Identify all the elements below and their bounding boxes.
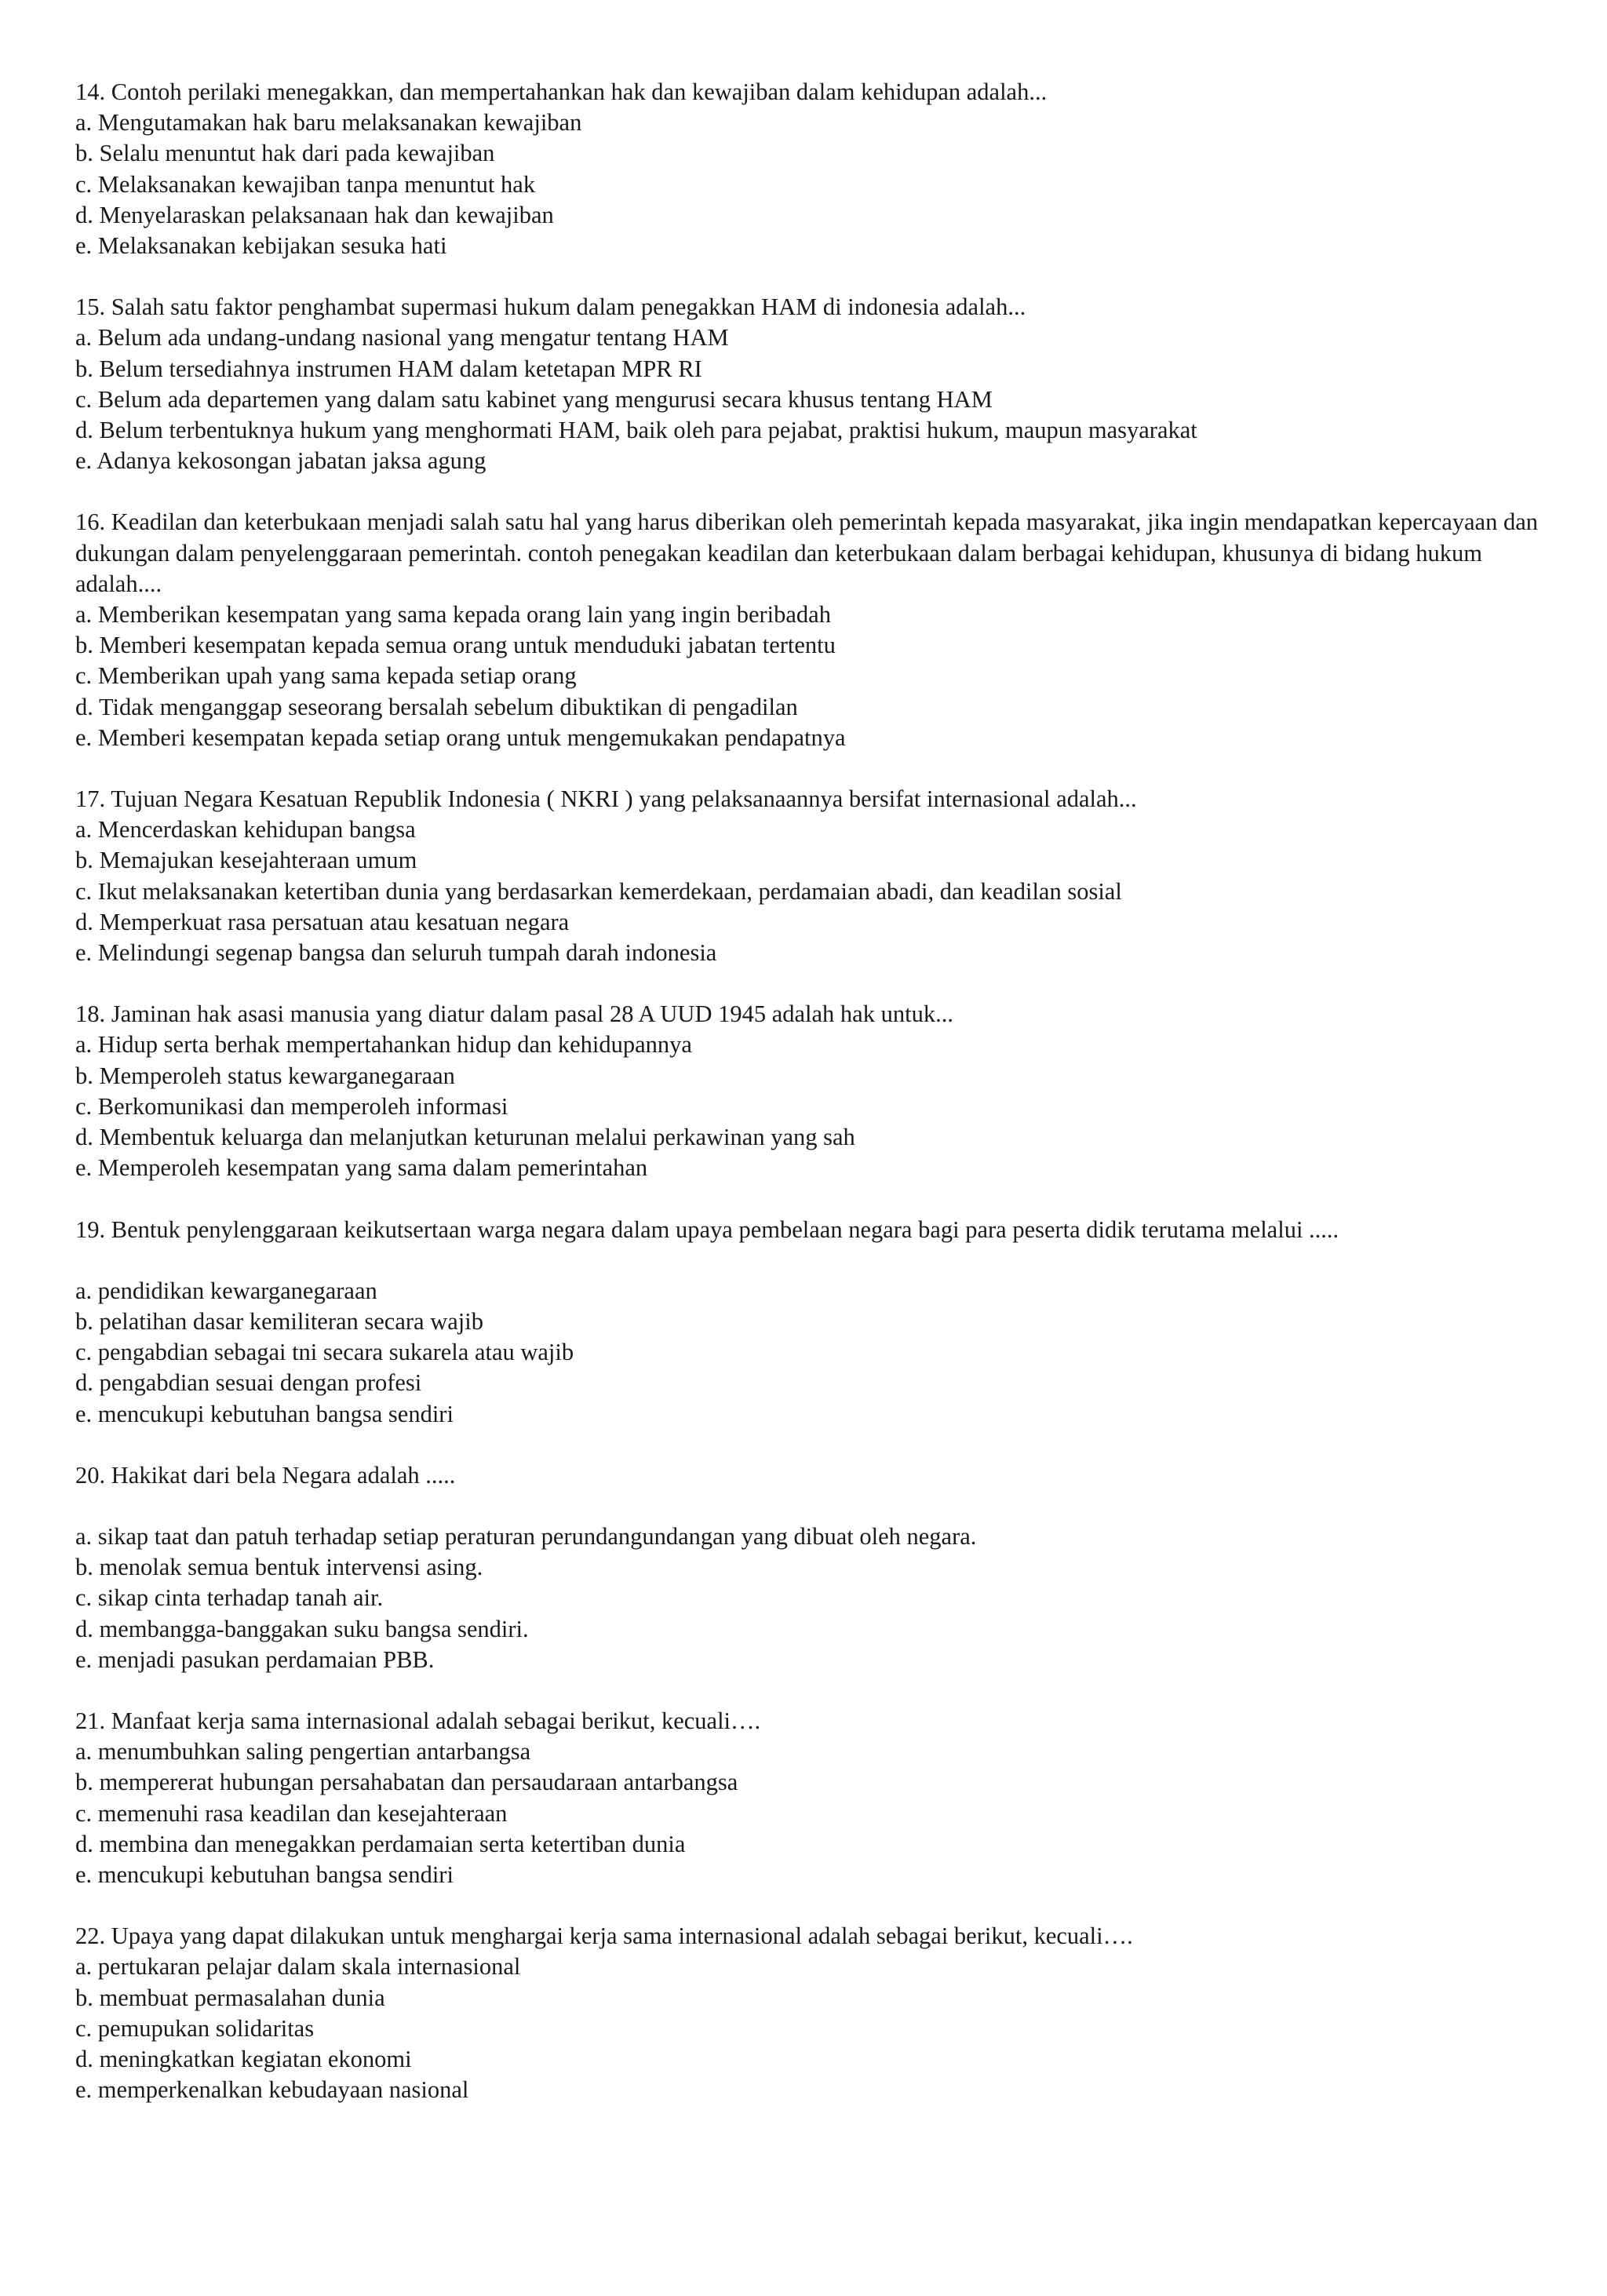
option-list — [75, 1952, 1552, 2105]
option-list — [75, 1030, 1552, 1183]
option-a: a. Mengutamakan hak baru melaksanakan kewajiban — [75, 109, 582, 137]
option-e: e. Memberi kesempatan kepada setiap orang untuk mengemukakan pendapatnya — [75, 723, 846, 751]
option-b: b. mempererat hubungan persahabatan dan persaudaraan antarbangsa — [75, 1769, 738, 1796]
option-d: d. Tidak menganggap seseorang bersalah sebelum dibuktikan di pengadilan — [75, 693, 798, 720]
option-c: c. sikap cinta terhadap tanah air. — [75, 1584, 384, 1612]
option-e: e. mencukupi kebutuhan bangsa sendiri — [75, 1860, 454, 1888]
option-list — [75, 1276, 1552, 1430]
question-text: 16. Keadilan dan keterbukaan menjadi salah satu hal yang harus diberikan oleh pemerintah kepada masyarakat, jika ingin mendapatkan kepercayaan dan dukungan dalam penyelenggaraan pemerintah. contoh penegakan keadilan dan keterbukaan dalam berbagai kehidupan, khusunya di bidang hukum adalah.... — [75, 508, 1538, 597]
question-22 — [75, 1921, 1552, 2105]
blank-line — [75, 1245, 1552, 1276]
question-text: 15. Salah satu faktor penghambat supermasi hukum dalam penegakkan HAM di indonesia adalah... — [75, 293, 1026, 321]
option-e: e. Memperoleh kesempatan yang sama dalam pemerintahan — [75, 1154, 648, 1182]
option-b: b. Memperoleh status kewarganegaraan — [75, 1062, 455, 1089]
question-14 — [75, 77, 1552, 261]
question-text: 19. Bentuk penylenggaraan keikutsertaan warga negara dalam upaya pembelaan negara bagi para peserta didik terutama melalui ..... — [75, 1215, 1339, 1243]
question-21 — [75, 1706, 1552, 1890]
question-text: 22. Upaya yang dapat dilakukan untuk menghargai kerja sama internasional adalah sebagai berikut, kecuali…. — [75, 1922, 1133, 1950]
option-e: e. Melindungi segenap bangsa dan seluruh tumpah darah indonesia — [75, 939, 717, 967]
option-a: a. sikap taat dan patuh terhadap setiap peraturan perundangundangan yang dibuat oleh negara. — [75, 1522, 977, 1550]
question-18 — [75, 999, 1552, 1183]
option-d: d. Belum terbentuknya hukum yang menghormati HAM, baik oleh para pejabat, praktisi hukum, maupun masyarakat — [75, 417, 1197, 444]
option-c: c. Memberikan upah yang sama kepada setiap orang — [75, 662, 577, 690]
option-b: b. menolak semua bentuk intervensi asing. — [75, 1554, 483, 1581]
option-d: d. meningkatkan kegiatan ekonomi — [75, 2045, 412, 2072]
option-c: c. Belum ada departemen yang dalam satu kabinet yang mengurusi secara khusus tentang HAM — [75, 385, 993, 413]
option-b: b. Memberi kesempatan kepada semua orang untuk menduduki jabatan tertentu — [75, 632, 836, 659]
option-b: b. Selalu menuntut hak dari pada kewajiban — [75, 140, 495, 167]
option-e: e. mencukupi kebutuhan bangsa sendiri — [75, 1400, 454, 1427]
question-text: 20. Hakikat dari bela Negara adalah ..... — [75, 1461, 456, 1489]
option-e: e. memperkenalkan kebudayaan nasional — [75, 2076, 469, 2104]
option-a: a. Memberikan kesempatan yang sama kepada orang lain yang ingin beribadah — [75, 601, 831, 629]
option-b: b. Memajukan kesejahteraan umum — [75, 847, 417, 874]
option-d: d. membina dan menegakkan perdamaian serta ketertiban dunia — [75, 1830, 686, 1857]
option-c: c. memenuhi rasa keadilan dan kesejahteraan — [75, 1799, 508, 1827]
option-c: c. Berkomunikasi dan memperoleh informasi — [75, 1092, 508, 1120]
option-d: d. Membentuk keluarga dan melanjutkan keturunan melalui perkawinan yang sah — [75, 1124, 855, 1151]
option-d: d. Memperkuat rasa persatuan atau kesatuan negara — [75, 908, 570, 935]
question-20 — [75, 1460, 1552, 1675]
option-a: a. Belum ada undang-undang nasional yang mengatur tentang HAM — [75, 324, 729, 352]
option-list — [75, 1737, 1552, 1890]
option-list — [75, 600, 1552, 753]
option-c: c. Melaksanakan kewajiban tanpa menuntut hak — [75, 170, 536, 198]
option-e: e. Adanya kekosongan jabatan jaksa agung — [75, 447, 486, 475]
option-a: a. Mencerdaskan kehidupan bangsa — [75, 816, 416, 844]
blank-line — [75, 1491, 1552, 1522]
option-a: a. Hidup serta berhak mempertahankan hidup dan kehidupannya — [75, 1031, 692, 1059]
question-17 — [75, 784, 1552, 968]
option-list — [75, 323, 1552, 476]
option-a: a. pendidikan kewarganegaraan — [75, 1277, 377, 1304]
option-d: d. membangga-banggakan suku bangsa sendiri. — [75, 1615, 529, 1642]
option-b: b. pelatihan dasar kemiliteran secara wajib — [75, 1307, 483, 1335]
option-c: c. pemupukan solidaritas — [75, 2014, 315, 2042]
option-list — [75, 815, 1552, 968]
option-d: d. Menyelaraskan pelaksanaan hak dan kewajiban — [75, 201, 554, 228]
option-e: e. menjadi pasukan perdamaian PBB. — [75, 1645, 435, 1673]
option-b: b. Belum tersediahnya instrumen HAM dalam ketetapan MPR RI — [75, 355, 702, 382]
option-b: b. membuat permasalahan dunia — [75, 1984, 385, 2011]
question-16 — [75, 507, 1552, 753]
option-e: e. Melaksanakan kebijakan sesuka hati — [75, 232, 447, 260]
option-list — [75, 108, 1552, 261]
question-text: 21. Manfaat kerja sama internasional adalah sebagai berikut, kecuali…. — [75, 1707, 761, 1734]
option-a: a. pertukaran pelajar dalam skala internasional — [75, 1953, 521, 1981]
question-15 — [75, 292, 1552, 476]
option-c: c. Ikut melaksanakan ketertiban dunia yang berdasarkan kemerdekaan, perdamaian abadi, dan keadilan sosial — [75, 877, 1122, 905]
question-text: 17. Tujuan Negara Kesatuan Republik Indonesia ( NKRI ) yang pelaksanaannya bersifat internasional adalah... — [75, 785, 1137, 813]
question-19 — [75, 1215, 1552, 1430]
option-d: d. pengabdian sesuai dengan profesi — [75, 1369, 422, 1397]
question-text: 18. Jaminan hak asasi manusia yang diatur dalam pasal 28 A UUD 1945 adalah hak untuk... — [75, 1000, 953, 1028]
option-list — [75, 1522, 1552, 1675]
option-c: c. pengabdian sebagai tni secara sukarela atau wajib — [75, 1339, 574, 1366]
option-a: a. menumbuhkan saling pengertian antarbangsa — [75, 1738, 531, 1766]
question-text: 14. Contoh perilaki menegakkan, dan mempertahankan hak dan kewajiban dalam kehidupan adalah... — [75, 78, 1048, 105]
